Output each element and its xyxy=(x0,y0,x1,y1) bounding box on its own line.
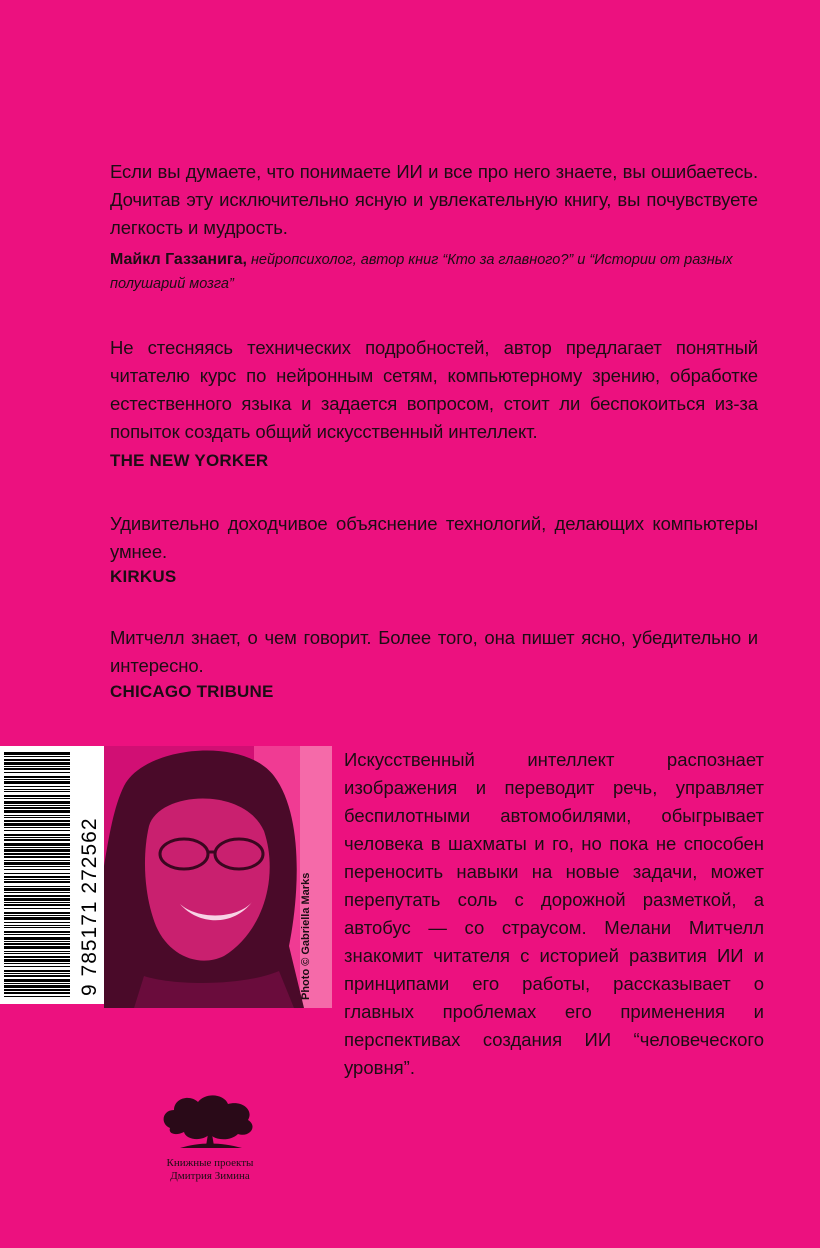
barcode-bar xyxy=(4,895,70,897)
author-portrait-image xyxy=(104,746,332,1008)
barcode-bar xyxy=(4,927,70,928)
barcode-bar xyxy=(4,815,70,816)
quote-gazzaniga-attribution xyxy=(110,248,770,296)
barcode-bar xyxy=(4,827,70,828)
publisher-name-line2: Дмитрия Зимина xyxy=(170,1170,250,1182)
barcode-bar xyxy=(4,762,70,765)
barcode-digits: 9 785171 272562 xyxy=(78,817,101,996)
barcode-bar xyxy=(4,917,70,920)
barcode-bar xyxy=(4,756,70,757)
photo-credit: Photo © Gabriella Marks xyxy=(300,872,312,1000)
barcode-bar xyxy=(4,956,70,958)
barcode-bar xyxy=(4,810,70,813)
barcode-bar xyxy=(4,908,70,909)
quote-chicago-text: Митчелл знает, о чем говорит. Более того, она пишет ясно, убедительно и интересно. xyxy=(110,627,758,676)
barcode-bar xyxy=(4,983,70,984)
barcode-bar xyxy=(4,805,70,806)
barcode-bar xyxy=(4,881,70,883)
barcode-bar xyxy=(4,776,70,778)
barcode-bar xyxy=(4,959,70,962)
barcode-bar xyxy=(4,898,70,901)
barcode-bar xyxy=(4,866,70,867)
barcode-bar xyxy=(4,973,70,974)
barcode-bar xyxy=(4,807,70,809)
barcode-bar xyxy=(4,849,70,852)
barcode-bar xyxy=(4,768,70,770)
barcode-bar xyxy=(4,886,70,887)
barcode-bar xyxy=(4,963,70,964)
quote-kirkus-text: Удивительно доходчивое объяснение технологий, делающих компьютеры умнее. xyxy=(110,513,758,562)
barcode-bar xyxy=(4,830,70,831)
barcode-bar xyxy=(4,862,70,865)
barcode-bar xyxy=(4,820,70,822)
barcode-bar xyxy=(4,759,70,761)
author-photo xyxy=(104,746,332,1008)
barcode-bar xyxy=(4,934,70,935)
barcode-bar xyxy=(4,888,70,891)
barcode-bar xyxy=(4,989,70,991)
barcode-bar xyxy=(4,853,70,855)
barcode-bar xyxy=(4,847,70,848)
quote-author-name: Майкл Газзанига, xyxy=(110,251,247,268)
book-description: Искусственный интеллект распознает изображения и переводит речь, управляет беспилотными автомобилями, обыгрывает человека в шахматы и го, но пока не способен переносить навыки на новые задачи, может перепутать соль с дорожной разметкой, а автобус — со страусом. Мелани Митчелл знакомит читателя с историей развития ИИ и принципами его работы, рассказывает о главных проблемах его применения и перспективах создания ИИ “человеческого уровня”. xyxy=(344,749,764,1078)
barcode-bar xyxy=(4,772,70,773)
barcode-bar xyxy=(4,791,70,792)
quote-author-description: нейропсихолог, автор книг “Кто за главного?” и “Истории от разных полушарий мозга” xyxy=(110,252,733,292)
barcode-bar xyxy=(4,943,70,945)
barcode-bar xyxy=(4,795,70,797)
quote-new-yorker-text: Не стесняясь технических подробностей, автор предлагает понятный читателю курс по нейронным сетям, компьютерному зрению, обработке естественного языка и задается вопросом, стоит ли беспокоиться из-за попыток создать общий искусственный интеллект. xyxy=(110,337,758,442)
barcode-bar xyxy=(4,789,70,790)
barcode-bars xyxy=(0,746,104,1004)
barcode-bar xyxy=(4,925,70,926)
quote-gazzaniga-text: Если вы думаете, что понимаете ИИ и все про него знаете, вы ошибаетесь. Дочитав эту исключительно ясную и увлекательную книгу, вы почувствуете легкость и мудрость. xyxy=(110,161,758,238)
quote-source-chicago-tribune: CHICAGO TRIBUNE xyxy=(110,682,274,701)
barcode-bar xyxy=(4,860,70,861)
barcode-bar xyxy=(4,879,70,880)
barcode-bar xyxy=(4,941,70,942)
barcode-bar xyxy=(4,843,70,846)
barcode-bar xyxy=(4,904,70,906)
barcode-bar xyxy=(4,873,70,874)
barcode-bar xyxy=(4,912,70,914)
barcode-bar xyxy=(4,817,70,818)
publisher-logo xyxy=(150,1090,270,1200)
barcode-bar xyxy=(4,902,70,903)
barcode-bar xyxy=(4,996,70,997)
barcode-bar xyxy=(4,985,70,988)
barcode-bar xyxy=(4,869,70,870)
barcode xyxy=(0,746,104,1004)
barcode-bar xyxy=(4,951,70,952)
barcode-bar xyxy=(4,922,70,923)
barcode-bar xyxy=(4,915,70,916)
barcode-bar xyxy=(4,970,70,972)
barcode-bar xyxy=(4,892,70,893)
barcode-bar xyxy=(4,839,70,841)
barcode-bar xyxy=(4,837,70,838)
barcode-bar xyxy=(4,823,70,826)
quote-source-kirkus: KIRKUS xyxy=(110,567,177,586)
barcode-bar xyxy=(4,979,70,982)
barcode-bar xyxy=(4,779,70,780)
barcode-bar xyxy=(4,946,70,949)
barcode-bar xyxy=(4,752,70,755)
barcode-bar xyxy=(4,992,70,994)
barcode-bar xyxy=(4,876,70,878)
barcode-bar xyxy=(4,966,70,967)
barcode-bar xyxy=(4,766,70,767)
barcode-bar xyxy=(4,975,70,977)
barcode-bar xyxy=(4,834,70,836)
barcode-bar xyxy=(4,856,70,858)
barcode-bar xyxy=(4,781,70,784)
barcode-bar xyxy=(4,937,70,940)
barcode-bar xyxy=(4,931,70,933)
barcode-bar xyxy=(4,801,70,804)
barcode-bar xyxy=(4,786,70,787)
tree-icon xyxy=(150,1090,270,1152)
barcode-bar xyxy=(4,798,70,799)
quote-source-new-yorker: THE NEW YORKER xyxy=(110,451,269,470)
barcode-bar xyxy=(4,953,70,954)
publisher-name-line1: Книжные проекты xyxy=(166,1157,254,1169)
